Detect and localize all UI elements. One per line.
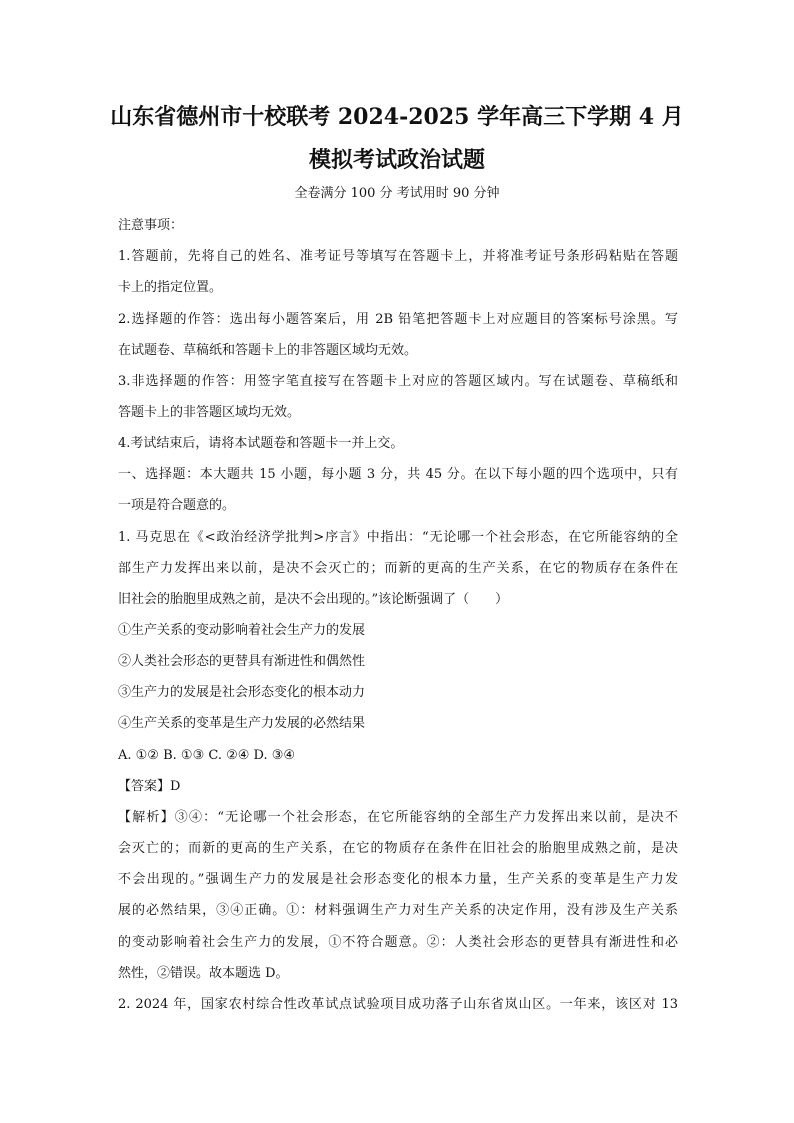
question-1-analysis-cont-1: 会灭亡的；而新的更高的生产关系，在它的物质存在条件在旧社会的胎胞里成熟之前，是决 (118, 841, 678, 856)
document-title-line-2: 模拟考试政治试题 (308, 147, 485, 173)
question-2-stem: 2. 2024 年，国家农村综合性改革试点试验项目成功落子山东省岚山区。一年来，该区对 13 (118, 997, 678, 1012)
notice-item-3: 3.非选择题的作答：用签字笔直接写在答题卡上对应的答题区域内。写在试题卷、草稿纸和 (118, 374, 678, 389)
notice-item-2-cont: 在试题卷、草稿纸和答题卡上的非答题区域均无效。 (118, 343, 418, 358)
question-1-analysis-end: 然性，②错误。故本题选 D。 (118, 966, 289, 981)
question-1-analysis-cont-4: 的变动影响着社会生产力的发展，①不符合题意。②：人类社会形态的更替具有渐进性和必 (118, 935, 678, 950)
notice-item-1-cont: 卡上的指定位置。 (118, 280, 223, 295)
notice-heading: 注意事项： (118, 218, 184, 233)
notice-item-4: 4.考试结束后，请将本试题卷和答题卡一并上交。 (118, 436, 404, 451)
question-1-stem: 1. 马克思在《<政治经济学批判>序言》中指出：“无论哪一个社会形态，在它所能容纳的全 (118, 530, 678, 545)
exam-info-subtitle: 全卷满分 100 分 考试用时 90 分钟 (294, 186, 500, 201)
notice-item-2: 2.选择题的作答：选出每小题答案后，用 2B 铅笔把答题卡上对应题目的答案标号涂黑。写 (118, 312, 678, 327)
document-title-line-1: 山东省德州市十校联考 2024-2025 学年高三下学期 4 月 (110, 104, 684, 130)
question-1-option-1: ①生产关系的变动影响着社会生产力的发展 (118, 623, 366, 638)
question-1-option-2: ②人类社会形态的更替具有渐进性和偶然性 (118, 654, 366, 669)
question-1-option-3: ③生产力的发展是社会形态变化的根本动力 (118, 685, 366, 700)
question-1-stem-end: 旧社会的胎胞里成熟之前，是决不会出现的。”该论断强调了（ ） (118, 592, 509, 607)
notice-item-3-cont: 答题卡上的非答题区域均无效。 (118, 405, 301, 420)
question-1-stem-cont: 部生产力发挥出来以前，是决不会灭亡的；而新的更高的生产关系，在它的物质存在条件在 (118, 561, 678, 576)
question-1-choices: A. ①② B. ①③ C. ②④ D. ③④ (118, 748, 296, 763)
section-heading: 一、选择题：本大题共 15 小题，每小题 3 分，共 45 分。在以下每小题的四个选项中，只有 (118, 467, 678, 482)
question-1-analysis: 【解析】③④：“无论哪一个社会形态，在它所能容纳的全部生产力发挥出来以前，是决不 (118, 810, 678, 825)
question-1-answer: 【答案】D (118, 779, 181, 794)
question-1-option-4: ④生产关系的变革是生产力发展的必然结果 (118, 716, 366, 731)
question-1-analysis-cont-2: 不会出现的。”强调生产力的发展是社会形态变化的根本力量，生产关系的变革是生产力发 (118, 872, 678, 887)
notice-item-1: 1.答题前，先将自己的姓名、准考证号等填写在答题卡上，并将准考证号条形码粘贴在答题 (118, 249, 678, 264)
section-heading-cont: 一项是符合题意的。 (118, 498, 236, 513)
question-1-analysis-cont-3: 展的必然结果，③④正确。①：材料强调生产力对生产关系的决定作用，没有涉及生产关系 (118, 903, 678, 918)
